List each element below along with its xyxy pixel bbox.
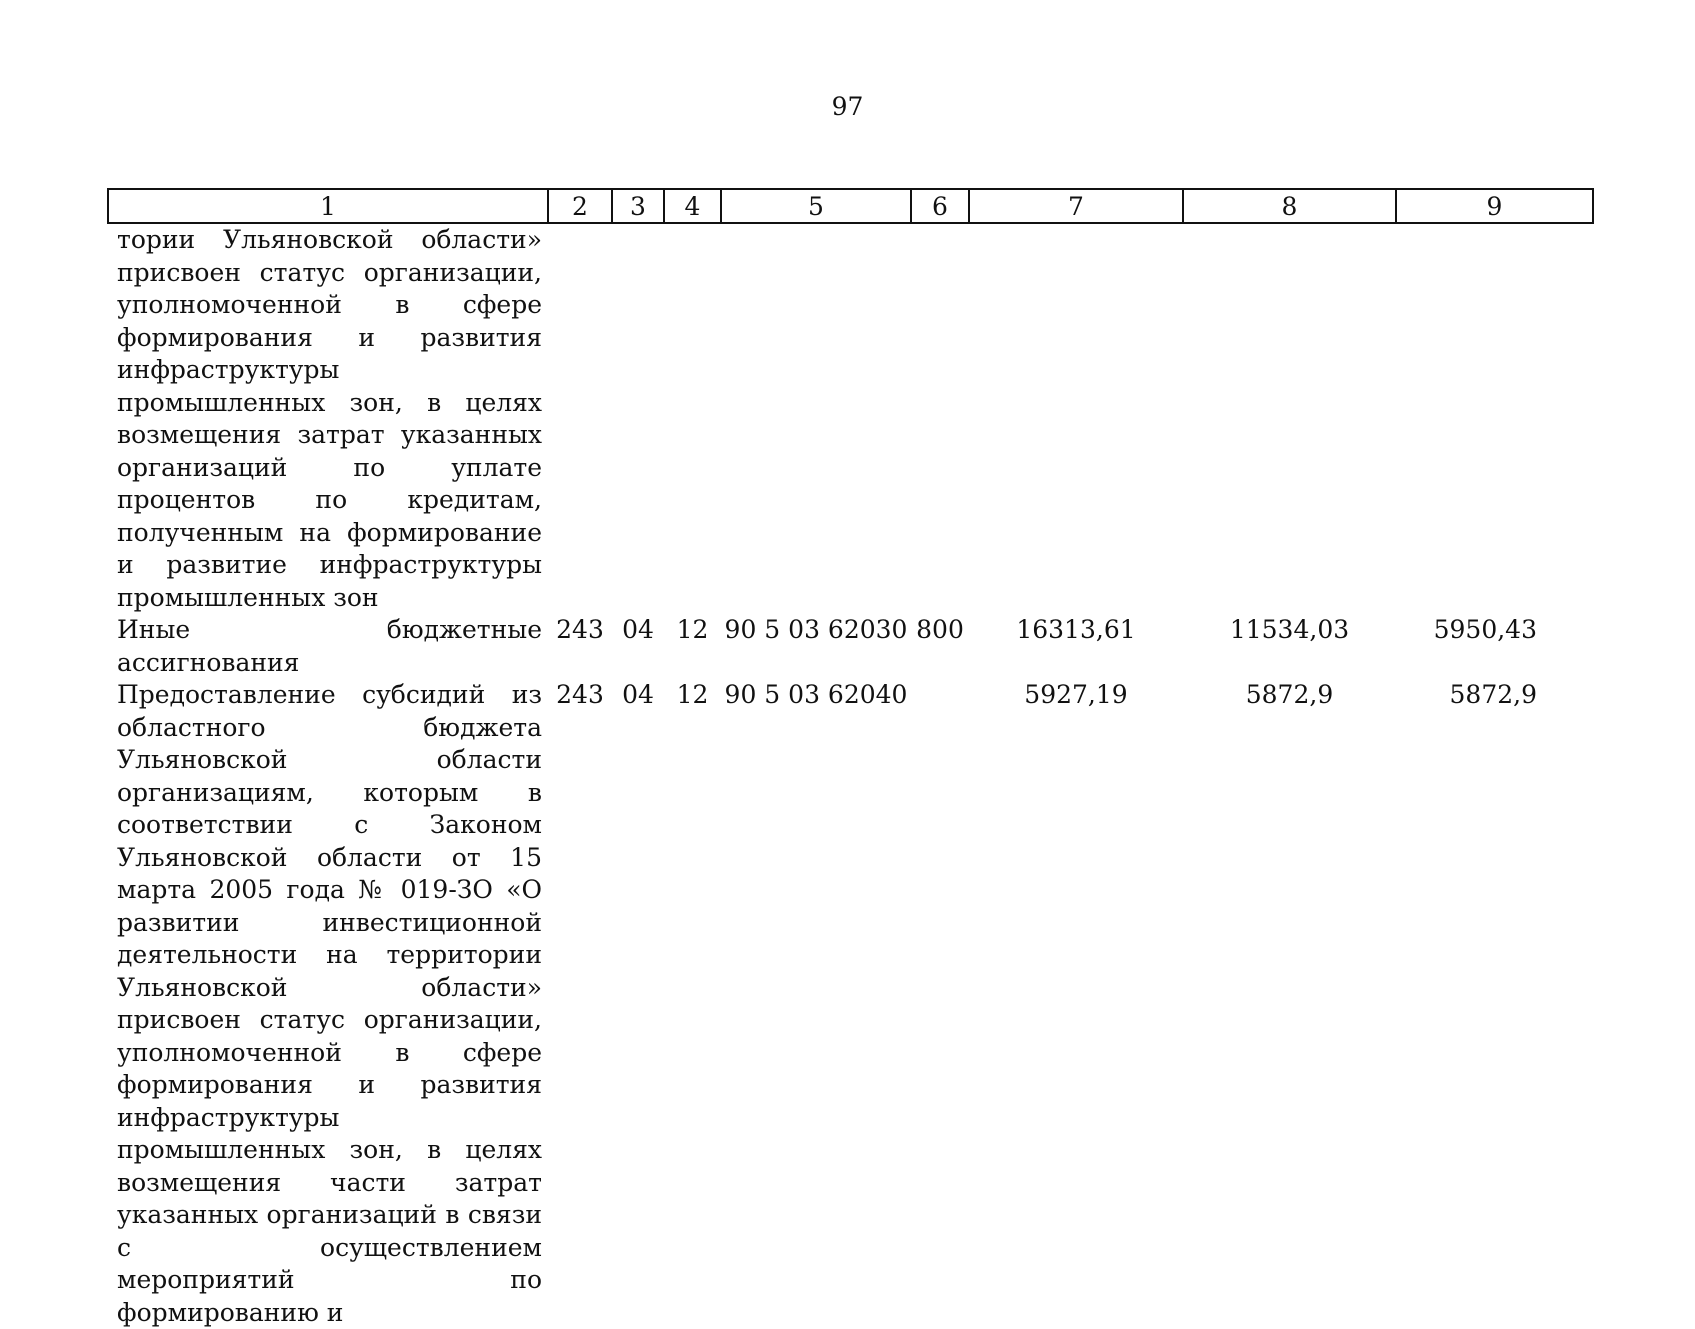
- row-description: тории Ульяновской области» присвоен статус организации, уполномоченной в сфере формирования и развития инфраструктуры промышленных зон, в целях возмещения затрат указанных организаций по уплате процентов по кредитам, полученным на формирование и развитие инфраструктуры промышленных зон: [117, 225, 542, 612]
- cell-amount-col9: 5950,43: [1433, 615, 1537, 644]
- cell-target-article: [721, 223, 911, 614]
- cell-ministry-code: 243: [556, 615, 604, 644]
- row-description: Предоставление субсидий из областного бюджета Ульяновской области организациям, которым в соответствии с Законом Ульяновской области от 15 марта 2005 года № 019-ЗО «О развитии инвестиционной деятельности на территории Ульяновской области» присвоен статус организации, уполномоченной в сфере формирования и развития инфраструктуры промышленных зон, в целях возмещения части затрат указанных организаций в связи с осуществлением мероприятий по формированию и: [117, 680, 542, 1327]
- cell-target-article: 90 5 03 62040: [724, 680, 908, 709]
- cell-amount-col8: [1183, 223, 1396, 614]
- column-header-2: 2: [548, 189, 612, 223]
- cell-amount-col7: [969, 223, 1183, 614]
- cell-section: 04: [622, 615, 654, 644]
- cell-target-article: 90 5 03 62030: [724, 615, 908, 644]
- cell-subsection: 12: [676, 680, 709, 709]
- cell-section: 04: [622, 680, 654, 709]
- cell-amount-col8: 11534,03: [1229, 615, 1350, 644]
- row-description: Иные бюджетные ассигнования: [117, 615, 542, 677]
- column-header-3: 3: [612, 189, 664, 223]
- cell-amount-col7: 16313,61: [1016, 615, 1136, 644]
- column-header-4: 4: [664, 189, 721, 223]
- column-header-5: 5: [721, 189, 911, 223]
- cell-subsection: 12: [676, 615, 709, 644]
- column-header-7: 7: [969, 189, 1183, 223]
- cell-amount-col9: [1396, 223, 1593, 614]
- column-header-6: 6: [911, 189, 969, 223]
- cell-expense-type: [911, 223, 969, 614]
- cell-expense-type: 800: [916, 615, 964, 644]
- column-header-8: 8: [1183, 189, 1396, 223]
- table-row: [108, 614, 1593, 679]
- cell-amount-col9: 5872,9: [1449, 680, 1537, 709]
- cell-amount-col8: 5872,9: [1245, 680, 1334, 709]
- cell-amount-col7: 5927,19: [1024, 680, 1128, 709]
- cell-subsection: [664, 223, 721, 614]
- table-row: [108, 679, 1593, 1329]
- budget-table: [107, 188, 1594, 1329]
- cell-ministry-code: [548, 223, 612, 614]
- cell-ministry-code: 243: [556, 680, 604, 709]
- cell-section: [612, 223, 664, 614]
- table-header-row: [108, 189, 1593, 223]
- column-header-1: 1: [108, 189, 548, 223]
- column-header-9: 9: [1396, 189, 1593, 223]
- cell-expense-type: [911, 679, 969, 1329]
- table-row: [108, 223, 1593, 614]
- page-number: 97: [831, 92, 864, 121]
